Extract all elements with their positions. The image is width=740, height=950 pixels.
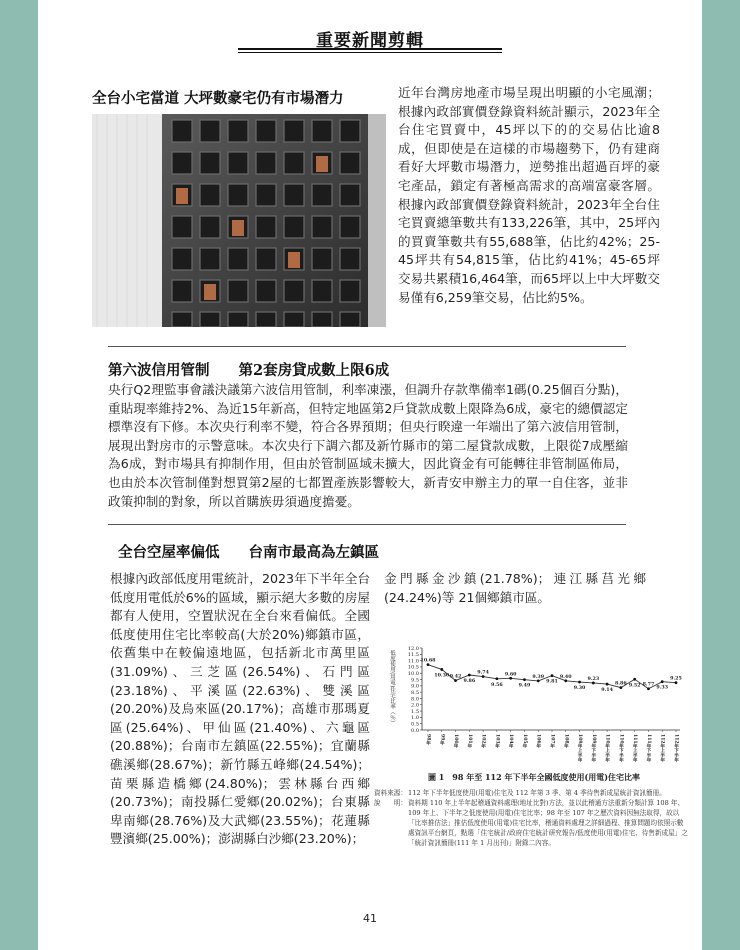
x-tick-label: 107年 <box>549 734 555 749</box>
y-tick-label: 8.5 <box>411 689 419 696</box>
data-point <box>509 677 512 680</box>
vacancy-rate-chart <box>384 640 684 770</box>
x-tick-label: 109年上半年 <box>577 734 583 762</box>
y-tick-label: 0.0 <box>411 727 419 734</box>
data-point <box>537 680 540 683</box>
note-label: 說 明： <box>374 799 407 807</box>
data-label: 8.86 <box>615 680 627 687</box>
x-tick-label: 98年 <box>425 734 431 745</box>
data-label: 10.68 <box>420 657 436 664</box>
data-point <box>482 675 485 678</box>
data-point <box>661 680 664 683</box>
x-tick-label: 112年下半年 <box>673 734 679 762</box>
section-title: 重要新聞剪輯 <box>316 31 424 51</box>
data-point <box>675 681 678 684</box>
source-note <box>374 788 690 798</box>
divider <box>108 524 626 525</box>
data-point <box>551 674 554 677</box>
data-point <box>454 679 457 682</box>
y-tick-label: 1.5 <box>411 708 419 715</box>
data-point <box>619 686 622 689</box>
data-label: 8.77 <box>642 681 655 688</box>
article1-title: 全台小宅當道 大坪數豪宅仍有市場潛力 <box>92 90 344 107</box>
data-point <box>523 678 526 681</box>
y-tick-label: 0.5 <box>411 721 419 728</box>
chart-caption: 圖 1 98 年至 112 年下半年全國低度使用(用電)住宅比率 <box>427 772 641 782</box>
article2-body: 央行Q2理監事會議決議第六波信用管制，利率凍漲，但調升存款準備率1碼(0.25個百分點)，重貼現率維持2%、為近15年新高，但特定地區第2戶貸款成數上限降為6成，豪宅的總價認定標準沒有下修。本次央行利率不變，符合各界預期；但央行睽違一年端出了第六波信用管制，展現出對房市的示警意味。本次央行下調六都及新竹縣市的第二屋貸款成數，上限從7成壓縮為6成，對市場具有抑制作用，但由於管制區域未擴大，因此資金有可能轉往非管制區佈局，也由於本次管制僅對想買第2屋的七都置產族影響較大，新青安申辦主力的單一自住客，並非政策抑制的對象，所以首購族毋須過度擔憂。 <box>108 382 628 509</box>
data-label: 9.42 <box>449 673 462 680</box>
y-tick-label: 10.5 <box>407 664 419 671</box>
x-tick-label: 102年 <box>480 734 486 749</box>
x-tick-label: 100年 <box>453 734 459 749</box>
y-axis-label: 低度使用(用電)住宅比率（％） <box>389 650 395 726</box>
data-label: 9.81 <box>546 678 558 685</box>
x-tick-label: 106年 <box>535 734 541 749</box>
data-label: 9.14 <box>601 687 613 694</box>
x-tick-label: 101年 <box>466 734 472 749</box>
x-tick-label: 110年上半年 <box>604 734 610 762</box>
x-tick-label: 104年 <box>508 734 514 749</box>
data-label: 9.40 <box>559 673 572 680</box>
y-tick-label: 10.0 <box>407 671 419 678</box>
divider <box>108 346 626 347</box>
x-tick-label: 110年下半年 <box>618 734 624 762</box>
data-point <box>606 683 609 686</box>
data-label: 9.74 <box>477 669 489 676</box>
page-number: 41 <box>363 912 377 925</box>
data-label: 9.30 <box>573 685 586 692</box>
data-label: 9.52 <box>628 682 641 689</box>
x-tick-label: 112年上半年 <box>659 734 665 762</box>
data-point <box>468 674 471 677</box>
source-label: 資料來源： <box>374 789 407 797</box>
data-point <box>578 681 581 684</box>
y-tick-label: 11.5 <box>407 652 419 659</box>
article3-body-right: 金門縣金沙鎮(21.78%)；連江縣莒光鄉(24.24%)等 21個鄉鎮市區。 <box>384 571 646 605</box>
note-text: 資料期 110 年上半年起稽通資料處理(地址比對)方法，並以此稽通方法重新分類計算 108 年、109 年上、下半年之低度使用(用電)住宅比率；98 年至 107 年之歷次資料因無法取得，故以「比率推估法」推估低度使用(用電)住宅比率，稽通資料處理之詳細過程、推算問題均依照示數處資訊平台網頁，點選「住宅統計/政府住宅統計研究報告/低度使用(用電)住宅、待售新成屋」之「統計資訊簡冊(111 年 1 月出刊)」附錄二內容。 <box>408 799 688 847</box>
x-tick-label: 103年 <box>494 734 500 749</box>
y-tick-label: 11.0 <box>407 658 419 665</box>
document-page <box>38 0 702 950</box>
y-tick-label: 8.0 <box>411 696 419 703</box>
data-label: 9.60 <box>504 671 517 678</box>
data-point <box>592 682 595 685</box>
source-text: 112 年下半年低度使用(用電)住宅及 112 年第 3 季、第 4 季待售新成屋統計資訊簡冊。 <box>408 789 666 797</box>
explanation-note <box>374 798 690 848</box>
x-tick-label: 109年下半年 <box>590 734 596 762</box>
y-tick-label: 12.0 <box>407 645 419 652</box>
data-label: 9.39 <box>532 673 545 680</box>
data-point <box>647 687 650 690</box>
title-underline <box>238 48 502 50</box>
x-tick-label: 111年上半年 <box>632 734 638 762</box>
article1-body: 近年台灣房地產市場呈現出明顯的小宅風潮；根據內政部實價登錄資料統計顯示，2023年全台住宅買賣中，45坪以下的的交易佔比逾8成，但即使是在這樣的市場趨勢下，仍有建商看好大坪數市場潛力，逆勢推出超過百坪的豪宅產品，鎖定有著極高需求的高端富豪客層。根據內政部實價登錄資料統計，2023年全台住宅買賣總筆數共有133,226筆，其中，25坪內的買賣筆數共有55,688筆，佔比約42%；25-45坪共有54,815筆，佔比約41%；45-65坪交易共累積16,464筆，而65坪以上中大坪數交易僅有6,259筆交易，佔比約5%。 <box>398 85 660 305</box>
x-tick-label: 105年 <box>521 734 527 749</box>
article2-title: 第六波信用管制 第2套房貸成數上限6成 <box>108 362 390 379</box>
data-label: 10.30 <box>434 672 450 679</box>
data-label: 9.33 <box>656 684 669 691</box>
x-tick-label: 99年 <box>439 734 445 745</box>
y-tick-label: 1.0 <box>411 715 419 722</box>
building-photo <box>92 114 386 327</box>
data-label: 9.49 <box>518 682 531 689</box>
data-label: 9.86 <box>463 677 476 684</box>
data-point <box>427 663 430 666</box>
data-label: 9.25 <box>670 675 682 682</box>
chart-notes <box>374 788 690 848</box>
data-label: 9.56 <box>491 681 503 688</box>
y-tick-label: 9.5 <box>411 677 419 684</box>
y-tick-label: 2.0 <box>411 702 419 709</box>
data-point <box>633 678 636 681</box>
article3-body-left: 根據內政部低度用電統計，2023年下半年全台低度用電低於6%的區域，顯示絕大多數的房屋都有人使用，空置狀況在全台來看偏低。全國低度使用住宅比率較高(大於20%)鄉鎮市區，依舊集中在較偏遠地區，包括新北市萬里區(31.09%)、三芝區(26.54%)、石門區(23.18%)、平溪區(22.63%)、雙溪區(20.20%)及烏來區(20.17%)；高雄市那瑪夏區(25.64%)、甲仙區(21.40%)、六龜區(20.88%)；台南市左鎮區(22.55%)；宜蘭縣礁溪鄉(28.67%)；新竹縣五峰鄉(24.54%)；苗栗縣造橋鄉(24.80%)；雲林縣台西鄉(20.73%)；南投縣仁愛鄉(20.02%)；台東縣卑南鄉(28.76%)及大武鄉(23.55%)；花蓮縣豐濱鄉(25.00%)；澎湖縣白沙鄉(23.20%)； <box>110 571 370 847</box>
data-point <box>564 679 567 682</box>
y-tick-label: 9.0 <box>411 683 419 690</box>
x-tick-label: 108年 <box>563 734 569 749</box>
building-photo-illustration <box>92 114 386 327</box>
x-tick-label: 111年下半年 <box>645 734 651 762</box>
title-underline-secondary <box>238 52 502 53</box>
data-point <box>440 668 443 671</box>
data-label: 9.23 <box>587 675 600 682</box>
article3-title: 全台空屋率偏低 台南市最高為左鎮區 <box>118 544 379 561</box>
data-point <box>495 677 498 680</box>
